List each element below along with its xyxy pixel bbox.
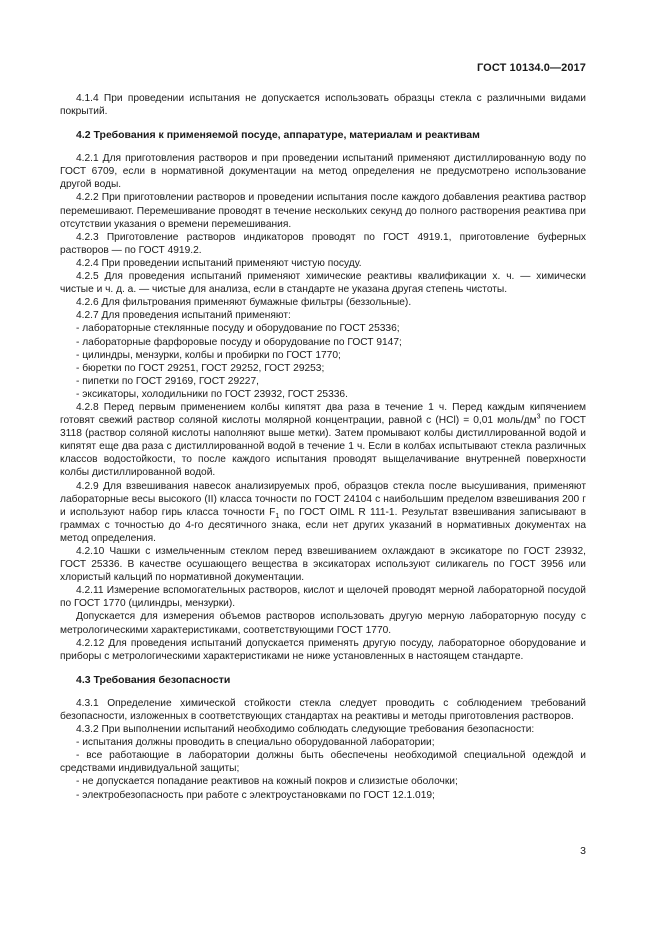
clause-4-2-9-text-a: 4.2.9 Для взвешивания навесок анализируемых проб, образцов стекла после высушивания, применяют лабораторные весы высокого (II) класса точности по ГОСТ 24104 с наибольшим пределом взвешивания 200 г и используют набор гирь класса точности F	[60, 480, 586, 518]
clause-4-3-2: 4.3.2 При выполнении испытаний необходимо соблюдать следующие требования безопасности:	[76, 724, 535, 736]
clause-4-2-8	[60, 401, 586, 480]
clause-4-2-5: 4.2.5 Для проведения испытаний применяют химические реактивы квалификации х. ч. — химически чистые и ч. д. а. — чистые для анализа, если в стандарте не указана другая степень чистоты.	[60, 271, 586, 296]
list-item: - пипетки по ГОСТ 29169, ГОСТ 29227,	[76, 375, 259, 387]
clause-4-2-3: 4.2.3 Приготовление растворов индикаторов проводят по ГОСТ 4919.1, приготовление буферных растворов — по ГОСТ 4919.2.	[60, 231, 586, 256]
list-item: - цилиндры, мензурки, колбы и пробирки по ГОСТ 1770;	[76, 349, 341, 361]
standard-number: ГОСТ 10134.0—2017	[476, 62, 586, 74]
clause-4-2-10: 4.2.10 Чашки с измельченным стеклом перед взвешиванием охлаждают в эксикаторе по ГОСТ 23932, ГОСТ 25336. В качестве осушающего вещества в эксикаторах используют силикагель по ГОСТ 3956 или хлористый кальций по нормативной документации.	[60, 546, 586, 584]
clause-4-2-9-text-b: по ГОСТ OIML R 111-1. Результат взвешивания записывают в граммах с точностью до 4-го десятичного знака, если нет других указаний в нормативных документах на метод определения.	[60, 506, 586, 544]
clause-4-2-9	[60, 480, 586, 545]
subscript: 1	[275, 512, 280, 520]
clause-4-2-11: 4.2.11 Измерение вспомогательных растворов, кислот и щелочей проводят мерной лабораторной посудой по ГОСТ 1770 (цилиндры, мензурки).	[60, 585, 586, 610]
clause-4-2-8-text-b: по ГОСТ 3118 (раствор соляной кислоты наполняют выше метки). Затем промывают колбы дистиллированной водой и кипятят еще два раза с дистиллированной водой в течение 1 ч. Если в колбах испытывают стекла различных классов водостойкости, то после каждого испытания проводят выщелачивание внутренней поверхности колбы дистиллированной водой.	[60, 415, 587, 479]
list-item: - бюретки по ГОСТ 29251, ГОСТ 29252, ГОСТ 29253;	[76, 362, 325, 374]
clause-4-2-8-text-a: 4.2.8 Перед первым применением колбы кипятят два раза в течение 1 ч. Перед каждым кипячением готовят свежий раствор соляной кислоты молярной концентрации, равной c (HCl) = 0,01 моль/дм	[60, 401, 586, 427]
section-heading-4-3: 4.3 Требования безопасности	[76, 673, 231, 686]
clause-4-2-2: 4.2.2 При приготовлении растворов и проведении испытания после каждого добавления реактива раствор перемешивают. Перемешивание проводят в течение нескольких секунд до полного растворения реактива при отсутствии указания о времени перемешивания.	[60, 192, 586, 230]
page-number: 3	[580, 845, 586, 857]
clause-4-2-12: 4.2.12 Для проведения испытаний допускается применять другую посуду, лабораторное оборудование и приборы с метрологическими характеристиками не ниже установленных в настоящем стандарте.	[60, 637, 586, 662]
list-item: - лабораторные стеклянные посуду и оборудование по ГОСТ 25336;	[76, 323, 400, 335]
clause-4-2-6: 4.2.6 Для фильтрования применяют бумажные фильтры (беззольные).	[76, 297, 412, 309]
list-item: - не допускается попадание реактивов на кожный покров и слизистые оболочки;	[76, 776, 458, 788]
clause-4-2-1: 4.2.1 Для приготовления растворов и при проведении испытаний применяют дистиллированную воду по ГОСТ 6709, если в нормативной документации на метод определения не предусмотрено использование другой воды.	[60, 153, 586, 191]
clause-4-2-7: 4.2.7 Для проведения испытаний применяют:	[76, 310, 291, 322]
list-item: - испытания должны проводить в специально оборудованной лаборатории;	[76, 737, 435, 749]
clause-4-1-4: 4.1.4 При проведении испытания не допускается использовать образцы стекла с различными видами покрытий.	[60, 93, 586, 118]
section-heading-4-2: 4.2 Требования к применяемой посуде, аппаратуре, материалам и реактивам	[76, 129, 480, 142]
clause-4-2-4: 4.2.4 При проведении испытаний применяют чистую посуду.	[76, 257, 362, 269]
list-item: - все работающие в лаборатории должны быть обеспечены необходимой специальной одеждой и средствами индивидуальной защиты;	[60, 750, 586, 775]
clause-4-2-11-note: Допускается для измерения объемов растворов использовать другую мерную лабораторную посуду с метрологическими характеристиками, соответствующими ГОСТ 1770.	[60, 611, 586, 636]
superscript: 3	[536, 413, 541, 421]
clause-4-3-1: 4.3.1 Определение химической стойкости стекла следует проводить с соблюдением требований безопасности, изложенных в соответствующих стандартах на реактивы и методы приготовления растворов.	[60, 697, 586, 722]
list-item: - эксикаторы, холодильники по ГОСТ 23932, ГОСТ 25336.	[76, 388, 348, 400]
document-body	[60, 92, 586, 802]
list-item: - электробезопасность при работе с электроустановками по ГОСТ 12.1.019;	[76, 789, 435, 801]
list-item: - лабораторные фарфоровые посуду и оборудование по ГОСТ 9147;	[76, 336, 402, 348]
